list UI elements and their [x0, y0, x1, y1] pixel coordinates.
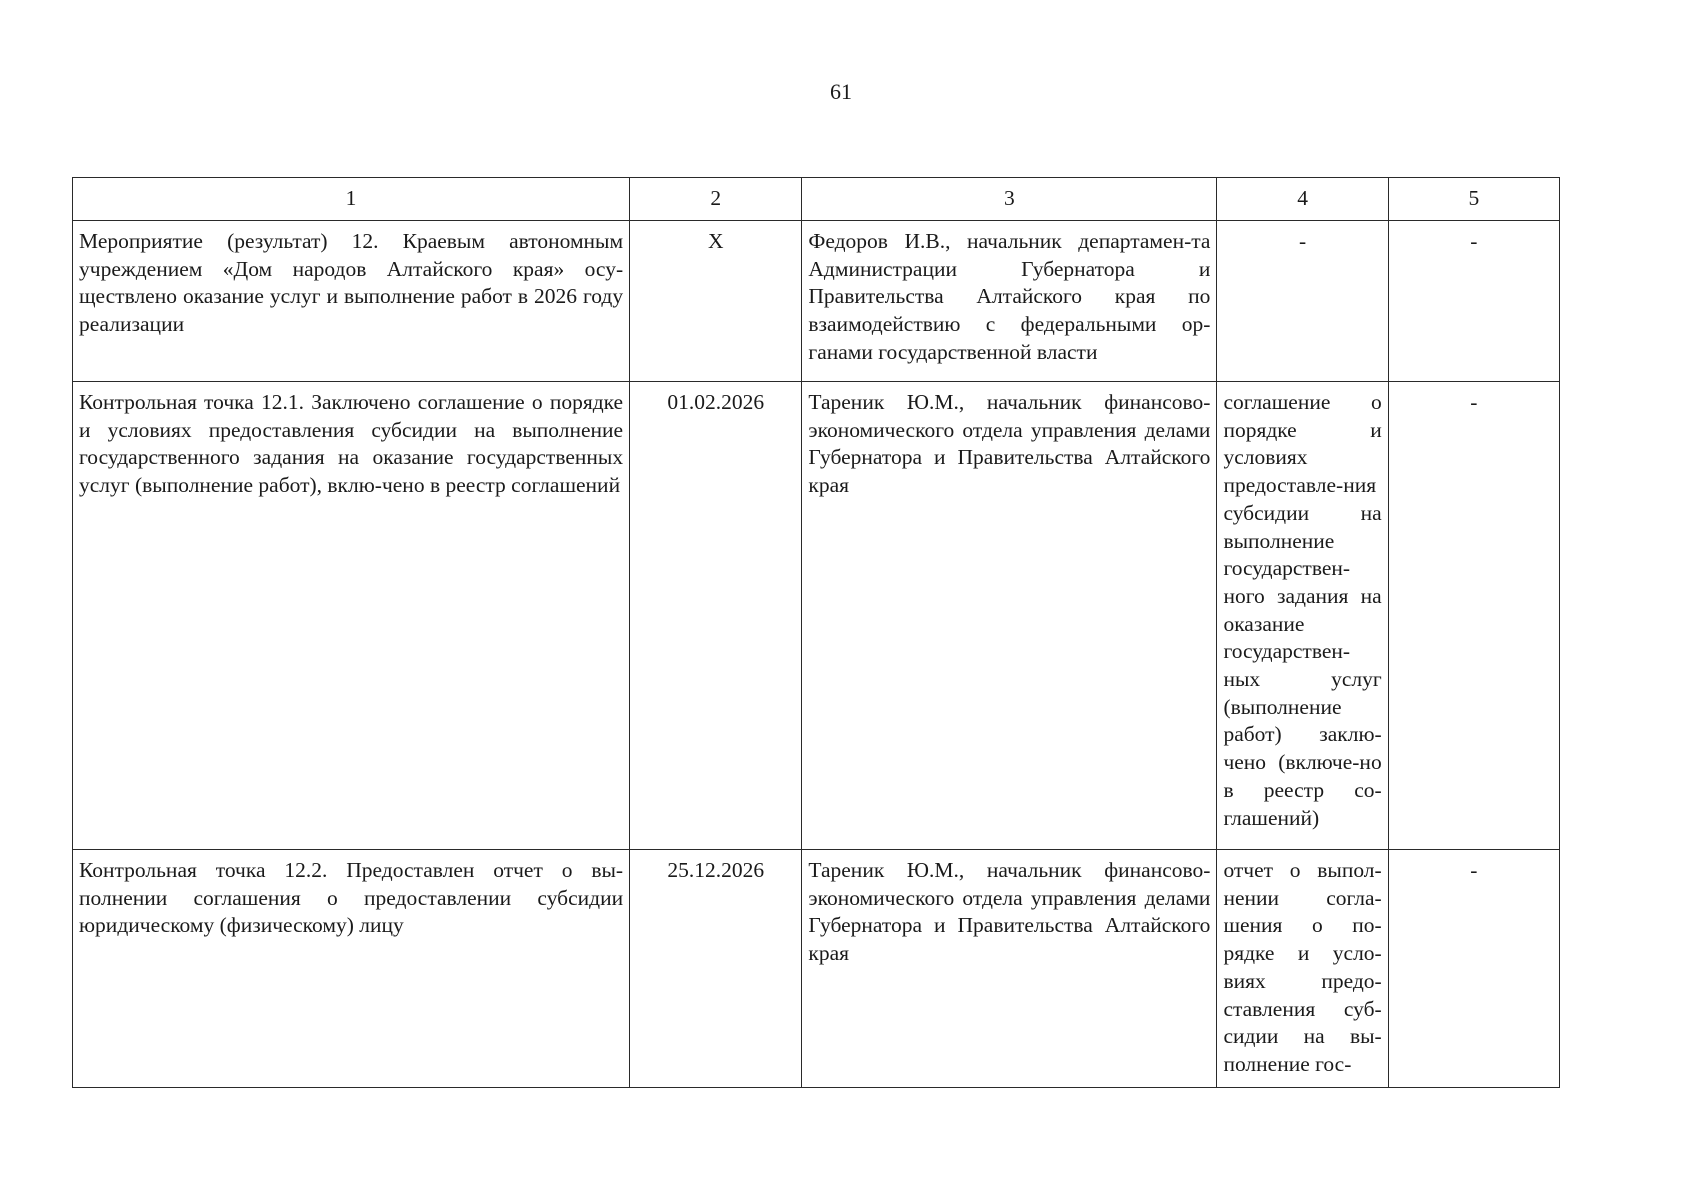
- document-cell: -: [1217, 221, 1388, 382]
- document-cell: отчет о выпол-нении согла-шения о по-рядке и усло-виях предо-ставления суб-сидии на вы-полнение гос-: [1217, 850, 1388, 1088]
- responsible-cell: Федоров И.В., начальник департамен-та Администрации Губернатора и Правительства Алтайского края по взаимодействию с федеральными ор-ганами государственной власти: [802, 221, 1217, 382]
- plan-table: [72, 177, 1560, 1088]
- table-row: [73, 382, 1560, 850]
- document-cell: соглашение о порядке и условиях предоставле-ния субсидии на выполнение государствен-ного задания на оказание государствен-ных услуг (выполнение работ) заклю-чено (включе-но в реестр со-глашений): [1217, 382, 1388, 850]
- header-col-2: 2: [630, 178, 802, 221]
- date-cell: 01.02.2026: [630, 382, 802, 850]
- header-col-5: 5: [1388, 178, 1559, 221]
- responsible-cell: Тареник Ю.М., начальник финансово-экономического отдела управления делами Губернатора и Правительства Алтайского края: [802, 382, 1217, 850]
- system-cell: -: [1388, 382, 1559, 850]
- header-col-3: 3: [802, 178, 1217, 221]
- table-header-row: [73, 178, 1560, 221]
- table-row: [73, 850, 1560, 1088]
- system-cell: -: [1388, 850, 1559, 1088]
- event-cell: Контрольная точка 12.2. Предоставлен отчет о вы-полнении соглашения о предоставлении субсидии юридическому (физическому) лицу: [73, 850, 630, 1088]
- event-cell: Мероприятие (результат) 12. Краевым автономным учреждением «Дом народов Алтайского края» осу-ществлено оказание услуг и выполнение работ в 2026 году реализации: [73, 221, 630, 382]
- page-number: 61: [830, 79, 852, 104]
- header-col-4: 4: [1217, 178, 1388, 221]
- system-cell: -: [1388, 221, 1559, 382]
- event-cell: Контрольная точка 12.1. Заключено соглашение о порядке и условиях предоставления субсидии на выполнение государственного задания на оказание государственных услуг (выполнение работ), вклю-чено в реестр соглашений: [73, 382, 630, 850]
- table-row: [73, 221, 1560, 382]
- date-cell: 25.12.2026: [630, 850, 802, 1088]
- responsible-cell: Тареник Ю.М., начальник финансово-экономического отдела управления делами Губернатора и Правительства Алтайского края: [802, 850, 1217, 1088]
- header-col-1: 1: [73, 178, 630, 221]
- date-cell: X: [630, 221, 802, 382]
